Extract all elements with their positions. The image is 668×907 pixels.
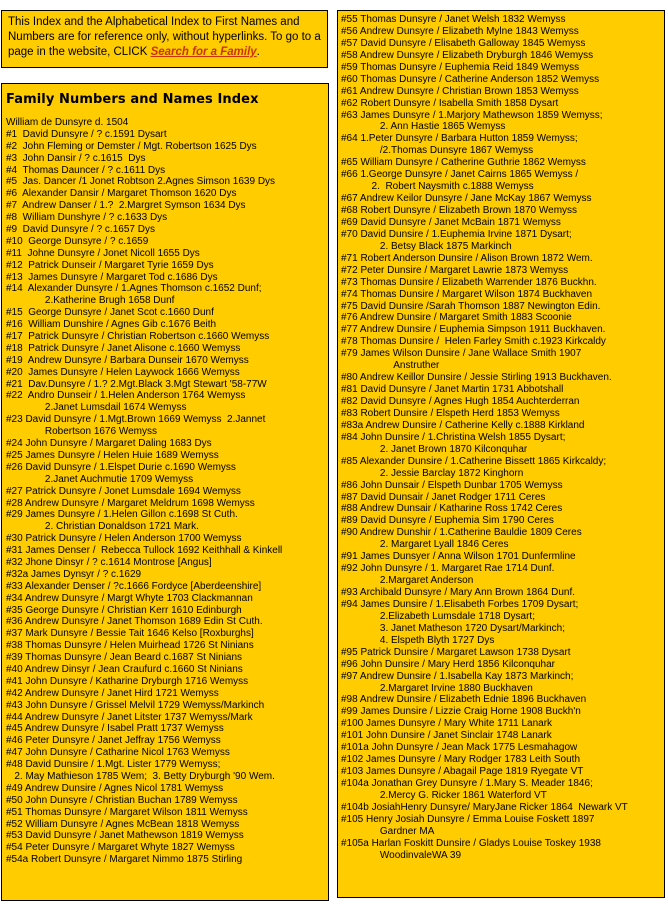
family-entry: 2.Margaret Anderson xyxy=(341,575,474,587)
family-entry: #70 David Dunsire / 1.Euphemia Irvine 1871 Dysart; xyxy=(341,228,572,240)
family-entry: 2.Katherine Brugh 1658 Dunf xyxy=(6,295,175,307)
family-entry: #30 Patrick Dunsyre / Helen Anderson 1700 Wemyss xyxy=(6,533,242,545)
notice-text: This Index and the Alphabetical Index to First Names and Numbers are for reference only, without hyperlinks. To go to a page in the website, CLICK xyxy=(8,16,321,58)
family-entry: 3. Janet Matheson 1720 Dysart/Markinch; xyxy=(341,622,565,634)
family-entry: #66 1.George Dunsyre / Janet Cairns 1865 Wemyss / xyxy=(341,169,579,181)
family-entry: #32 Jhone Dinsyr / ? c.1614 Montrose [Angus] xyxy=(6,556,212,568)
family-entry: #101a John Dunsyre / Jean Mack 1775 Lesmahagow xyxy=(341,742,578,754)
family-entry: WoodinvaleWA 39 xyxy=(341,849,462,861)
family-entry: #43 John Dunsyre / Grissel Melvil 1729 Wemyss/Markinch xyxy=(6,699,265,711)
family-entry: #49 Andrew Dunsire / Agnes Nicol 1781 Wemyss xyxy=(6,782,224,794)
index-left-panel xyxy=(1,83,329,901)
family-entry: #31 James Denser / Rebecca Tullock 1692 Keithhall & Kinkell xyxy=(6,545,283,557)
family-entry: #100 James Dunsyre / Mary White 1711 Lanark xyxy=(341,718,553,730)
family-entry: #74 Thomas Dunsire / Margaret Wilson 1874 Buckhaven xyxy=(341,288,593,300)
family-entry: #59 Thomas Dunsyre / Euphemia Reid 1849 Wemyss xyxy=(341,61,580,73)
family-entry: #34 Andrew Dunsyre / Margt Whyte 1703 Clackmannan xyxy=(6,592,253,604)
family-entry: #76 Andrew Dunsire / Margaret Smith 1883 Scoonie xyxy=(341,312,572,324)
family-entry: #67 Andrew Keilor Dunsyre / Jane McKay 1867 Wemyss xyxy=(341,193,592,205)
family-entry: #54a Robert Dunsyre / Margaret Nimmo 1875 Stirling xyxy=(6,854,243,866)
family-entry: #71 Robert Anderson Dunsire / Alison Brown 1872 Wem. xyxy=(341,252,593,264)
family-entry: #50 John Dunsyre / Christian Buchan 1789 Wemyss xyxy=(6,794,238,806)
notice-panel xyxy=(1,10,328,68)
family-entry: #98 Andrew Dunsire / Elizabeth Ednie 1896 Buckhaven xyxy=(341,694,587,706)
family-entry: #17 Patrick Dunsyre / Christian Robertson c.1660 Wemyss xyxy=(6,331,270,343)
family-entry: #18 Patrick Dunsyre / Janet Alisone c.1660 Wemyss xyxy=(6,342,241,354)
family-entry: #11 Johne Dunsyre / Jonet Nicoll 1655 Dys xyxy=(6,247,200,259)
family-entry: #48 David Dunsire / 1.Mgt. Lister 1779 Wemyss; xyxy=(6,759,221,771)
family-entry: #8 William Dunshyre / ? c.1633 Dys xyxy=(6,212,168,224)
family-entry: #102 James Dunsyre / Mary Rodger 1783 Leith South xyxy=(341,754,581,766)
family-entry: #23 David Dunsyre / 1.Mgt.Brown 1669 Wemyss 2.Jannet xyxy=(6,414,266,426)
family-entry: #90 Andrew Dunshir / 1.Catherine Bauldie 1809 Ceres xyxy=(341,527,582,539)
family-entry: #16 William Dunshire / Agnes Gib c.1676 Beith xyxy=(6,319,217,331)
family-entry: #4 Thomas Dauncer / ? c.1611 Dys xyxy=(6,164,166,176)
family-entry: #38 Thomas Dunsyre / Helen Muirhead 1726 St Ninians xyxy=(6,640,254,652)
family-entry: 2. Betsy Black 1875 Markinch xyxy=(341,240,512,252)
family-entry: 2. Christian Donaldson 1721 Mark. xyxy=(6,521,199,533)
family-entry: #101 John Dunsire / Janet Sinclair 1748 Lanark xyxy=(341,730,552,742)
family-entry: #104a Jonathan Grey Dunsyre / 1.Mary S. Meader 1846; xyxy=(341,778,593,789)
family-entry: #97 Andrew Dunsire / 1.Isabella Kay 1873 Markinch; xyxy=(341,670,574,682)
family-entry: William de Dunsyre d. 1504 xyxy=(6,117,129,128)
family-entry: #7 Andrew Danser / 1.? 2.Margret Symson 1634 Dys xyxy=(6,200,246,212)
family-entry: #27 Patrick Dunsyre / Jonet Lumsdale 1694 Wemyss xyxy=(6,485,241,497)
family-entry: #88 Andrew Dunsair / Katharine Ross 1742 Ceres xyxy=(341,503,563,515)
family-entry: 2.Elizabeth Lumsdale 1718 Dysart; xyxy=(341,610,535,622)
family-entry: #52 William Dunsyre / Agnes McBean 1818 Wemyss xyxy=(6,818,240,830)
family-list-right xyxy=(341,14,661,862)
family-entry: #80 Andrew Keillor Dunsire / Jessie Stirling 1913 Buckhaven. xyxy=(341,372,612,384)
family-entry: #12 Patrick Dunseir / Margaret Tyrie 1659 Dys xyxy=(6,259,214,271)
notice-text-end: . xyxy=(256,46,260,58)
family-entry: #104b JosiahHenry Dunsyre/ MaryJane Ricker 1864 Newark VT xyxy=(341,801,628,813)
family-entry: 2.Janet Auchmutie 1709 Wemyss xyxy=(6,473,194,485)
family-entry: #96 John Dunsire / Mary Herd 1856 Kilconquhar xyxy=(341,658,556,670)
family-entry: #61 Andrew Dunsyre / Christian Brown 1853 Wemyss xyxy=(341,85,579,97)
family-entry: #68 Robert Dunsyre / Elizabeth Brown 1870 Wemyss xyxy=(341,205,578,216)
family-entry: #55 Thomas Dunsyre / Janet Welsh 1832 Wemyss xyxy=(341,14,566,25)
family-entry: #75 David Dunsire /Sarah Thomson 1887 Newington Edin. xyxy=(341,300,601,312)
family-entry: #39 Thomas Dunsyre / Jean Beard c.1687 St Ninians xyxy=(6,652,243,664)
family-entry: #36 Andrew Dunsyre / Janet Thomson 1689 Edin St Cuth. xyxy=(6,616,263,628)
family-entry: #54 Peter Dunsyre / Margaret Whyte 1827 Wemyss xyxy=(6,842,235,854)
family-entry: Anstruther xyxy=(341,360,440,372)
family-entry: #87 David Dunsair / Janet Rodger 1711 Ceres xyxy=(341,491,546,503)
family-entry: 2.Janet Lumsdail 1674 Wemyss xyxy=(6,402,187,414)
family-entry: #69 David Dunsyre / Janet McBain 1871 Wemyss xyxy=(341,216,561,228)
family-entry: #9 David Dunsyre / ? c.1657 Dys xyxy=(6,224,155,236)
family-entry: #41 John Dunsyre / Katharine Dryburgh 1716 Wemyss xyxy=(6,675,249,687)
search-for-a-family-link[interactable]: Search for a Family xyxy=(150,46,257,58)
family-entry: #64 1.Peter Dunsyre / Barbara Hutton 1859 Wemyss; xyxy=(341,133,578,145)
family-entry: #46 Peter Dunsyre / Janet Jeffray 1756 Wemyss xyxy=(6,735,221,747)
family-entry: #57 David Dunsyre / Elisabeth Galloway 1845 Wemyss xyxy=(341,37,586,49)
family-entry: #83 Robert Dunsire / Elspeth Herd 1853 Wemyss xyxy=(341,407,560,419)
family-entry: #19 Andrew Dunsyre / Barbara Dunseir 1670 Wemyss xyxy=(6,354,249,366)
family-entry: #29 James Dunsyre / 1.Helen Gillon c.1698 St Cuth. xyxy=(6,509,238,521)
family-entry: #37 Mark Dunsyre / Bessie Tait 1646 Kelso [Roxburghs] xyxy=(6,628,254,640)
family-entry: #78 Thomas Dunsire / Helen Farley Smith c.1923 Kirkcaldy xyxy=(341,336,606,348)
family-entry: #22 Andro Dunseir / 1.Helen Anderson 1764 Wemyss xyxy=(6,390,246,402)
family-entry: 2.Mercy G. Ricker 1861 Waterford VT xyxy=(341,789,547,801)
family-entry: #5 Jas. Dancer /1 Jonet Robtson 2.Agnes Simson 1639 Dys xyxy=(6,176,276,188)
family-entry: #99 James Dunsire / Lizzie Craig Horne 1908 Buckh'n xyxy=(341,706,581,718)
family-entry: #47 John Dunsyre / Catharine Nicol 1763 Wemyss xyxy=(6,747,230,759)
family-entry: #91 James Dunsyer / Anna Wilson 1701 Dunfermline xyxy=(341,551,576,563)
family-entry: #51 Thomas Dunsyre / Margaret Wilson 1811 Wemyss xyxy=(6,806,248,818)
family-entry: #85 Alexander Dunsire / 1.Catherine Bissett 1865 Kirkcaldy; xyxy=(341,455,607,467)
family-entry: #40 Andrew Dinsyr / Jean Craufurd c.1660 St Ninians xyxy=(6,663,243,675)
family-entry: #33 Alexander Denser / ?c.1666 Fordyce [Aberdeenshire] xyxy=(6,580,262,592)
family-entry: 4. Elspeth Blyth 1727 Dys xyxy=(341,634,495,646)
family-entry: #62 Robert Dunsyre / Isabella Smith 1858 Dysart xyxy=(341,97,559,109)
family-entry: 2. Ann Hastie 1865 Wemyss xyxy=(341,121,506,133)
family-entry: 2. Robert Naysmith c.1888 Wemyss xyxy=(341,181,534,193)
family-entry: #63 James Dunsyre / 1.Marjory Mathewson 1859 Wemyss; xyxy=(341,109,603,121)
family-entry: 2.Margaret Irvine 1880 Buckhaven xyxy=(341,682,533,694)
family-entry: #79 James Wilson Dunsire / Jane Wallace Smith 1907 xyxy=(341,348,582,360)
family-entry: #56 Andrew Dunsyre / Elizabeth Mylne 1843 Wemyss xyxy=(341,25,579,37)
family-entry: #15 George Dunsyre / Janet Scot c.1660 Dunf xyxy=(6,307,214,319)
family-entry: /2.Thomas Dunsyre 1867 Wemyss xyxy=(341,145,534,157)
family-entry: 2. Margaret Lyall 1846 Ceres xyxy=(341,539,509,551)
family-entry: #65 William Dunsyre / Catherine Guthrie 1862 Wemyss xyxy=(341,157,586,169)
family-entry: #86 John Dunsair / Elspeth Dunbar 1705 Wemyss xyxy=(341,479,563,491)
family-entry: Gardner MA xyxy=(341,825,435,837)
family-entry: #44 Andrew Dunsyre / Janet Litster 1737 Wemyss/Mark xyxy=(6,711,253,723)
family-entry: #42 Andrew Dunsyre / Janet Hird 1721 Wemyss xyxy=(6,687,219,699)
family-list-left xyxy=(6,117,324,866)
family-entry: #103 James Dunsyre / Abagail Page 1819 Ryegate VT xyxy=(341,766,584,778)
family-entry: #6 Alexander Dansir / Margaret Thomson 1620 Dys xyxy=(6,188,237,200)
family-entry: #2 John Fleming or Demster / Mgt. Robertson 1625 Dys xyxy=(6,140,257,152)
family-entry: 2. Janet Brown 1870 Kilconquhar xyxy=(341,443,528,455)
index-right-panel xyxy=(337,10,665,898)
family-entry: #13 James Dunsyre / Margaret Tod c.1686 Dys xyxy=(6,271,218,283)
family-entry: #84 John Dunsire / 1.Christina Welsh 1855 Dysart; xyxy=(341,431,566,443)
family-entry: #81 David Dunsyre / Janet Martin 1731 Abbotshall xyxy=(341,384,564,396)
family-entry: #82 David Dunsyre / Agnes Hugh 1854 Auchterderran xyxy=(341,396,580,407)
family-entry: 2. May Mathieson 1785 Wem; 3. Betty Dryburgh '90 Wem. xyxy=(6,770,275,782)
family-entry: #32a James Dynsyr / ? c.1629 xyxy=(6,568,142,580)
family-entry: #28 Andrew Dunsyre / Margaret Meldrum 1698 Wemyss xyxy=(6,497,255,509)
family-entry: #95 Patrick Dunsire / Margaret Lawson 1738 Dysart xyxy=(341,646,571,658)
family-entry: #72 Peter Dunsire / Margaret Lawrie 1873 Wemyss xyxy=(341,264,569,276)
family-entry: #92 John Dunsyre / 1. Margaret Rae 1714 Dunf. xyxy=(341,563,555,575)
family-entry: #14 Alexander Dunsyre / 1.Agnes Thomson c.1652 Dunf; xyxy=(6,283,262,295)
family-entry: #60 Thomas Dunsyre / Catherine Anderson 1852 Wemyss xyxy=(341,73,600,85)
family-entry: #1 David Dunsyre / ? c.1591 Dysart xyxy=(6,128,167,140)
family-entry: #73 Thomas Dunsire / Elizabeth Warrender 1876 Buckhn. xyxy=(341,276,597,288)
family-entry: #25 James Dunsyre / Helen Huie 1689 Wemyss xyxy=(6,449,219,461)
family-entry: #20 James Dunsyre / Helen Laywock 1666 Wemyss xyxy=(6,366,240,378)
family-entry: #58 Andrew Dunsyre / Elizabeth Dryburgh 1846 Wemyss xyxy=(341,49,594,61)
family-entry: #77 Andrew Dunsire / Euphemia Simpson 1911 Buckhaven. xyxy=(341,324,606,336)
family-entry: #26 David Dunsyre / 1.Elspet Durie c.1690 Wemyss xyxy=(6,461,236,473)
family-entry: 2. Jessie Barclay 1872 Kinghorn xyxy=(341,467,524,479)
family-entry: #10 George Dunsyre / ? c.1659 xyxy=(6,235,149,247)
index-title: Family Numbers and Names Index xyxy=(6,92,259,107)
family-entry: #89 David Dunsyre / Euphemia Sim 1790 Ceres xyxy=(341,515,554,527)
family-entry: #21 Dav.Dunsyre / 1.? 2.Mgt.Black 3.Mgt Stewart '58-77W xyxy=(6,378,267,390)
family-entry: #93 Archibald Dunsyre / Mary Ann Brown 1864 Dunf. xyxy=(341,587,576,598)
family-entry: #105 Henry Josiah Dunsyre / Emma Louise Foskett 1897 xyxy=(341,813,595,825)
family-entry: #45 Andrew Dunsyre / Isabel Pratt 1737 Wemyss xyxy=(6,723,224,735)
family-entry: #35 George Dunsyre / Christian Kerr 1610 Edinburgh xyxy=(6,604,242,616)
family-entry: #83a Andrew Dunsire / Catherine Kelly c.1888 Kirkland xyxy=(341,419,585,431)
family-entry: #94 James Dunsire / 1.Elisabeth Forbes 1709 Dysart; xyxy=(341,598,579,610)
family-entry: #105a Harlan Foskitt Dunsire / Gladys Louise Toskey 1938 xyxy=(341,837,601,849)
family-entry: #3 John Dansir / ? c.1615 Dys xyxy=(6,152,146,164)
family-entry: #53 David Dunsyre / Janet Mathewson 1819 Wemyss xyxy=(6,830,244,842)
family-entry: #24 John Dunsyre / Margaret Daling 1683 Dys xyxy=(6,438,212,450)
family-entry: Robertson 1676 Wemyss xyxy=(6,426,157,438)
